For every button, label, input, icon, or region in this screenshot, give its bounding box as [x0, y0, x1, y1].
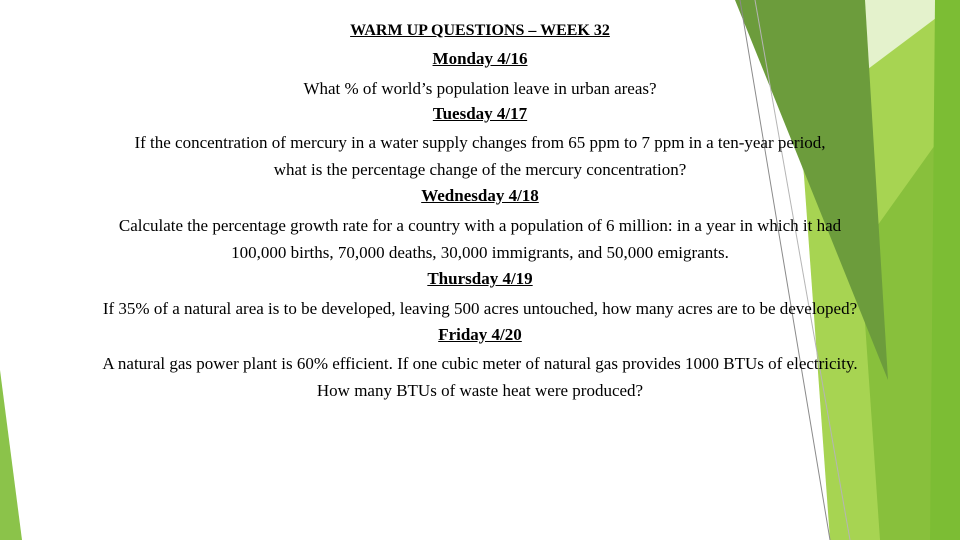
question-thursday: If 35% of a natural area is to be developed, leaving 500 acres untouched, how many acres are to be developed?: [102, 299, 858, 318]
slide-title: WARM UP QUESTIONS – WEEK 32: [350, 22, 610, 39]
question-friday-line-2: How many BTUs of waste heat were produced?: [316, 381, 644, 400]
question-tuesday-line-2: what is the percentage change of the mercury concentration?: [273, 160, 687, 179]
day-heading-friday: Friday 4/20: [438, 325, 522, 344]
day-heading-tuesday: Tuesday 4/17: [432, 104, 528, 123]
day-heading-monday: Monday 4/16: [432, 49, 528, 68]
question-tuesday-line-1: If the concentration of mercury in a water supply changes from 65 ppm to 7 ppm in a ten-year period,: [134, 133, 826, 152]
question-monday: What % of world’s population leave in urban areas?: [303, 79, 657, 98]
question-friday-line-1: A natural gas power plant is 60% efficient. If one cubic meter of natural gas provides 1000 BTUs of electricity.: [102, 354, 858, 373]
day-heading-thursday: Thursday 4/19: [427, 269, 533, 288]
day-heading-wednesday: Wednesday 4/18: [421, 186, 539, 205]
question-wednesday-line-1: Calculate the percentage growth rate for a country with a population of 6 million: in a year in which it had: [118, 216, 842, 235]
question-wednesday-line-2: 100,000 births, 70,000 deaths, 30,000 immigrants, and 50,000 emigrants.: [231, 243, 729, 262]
